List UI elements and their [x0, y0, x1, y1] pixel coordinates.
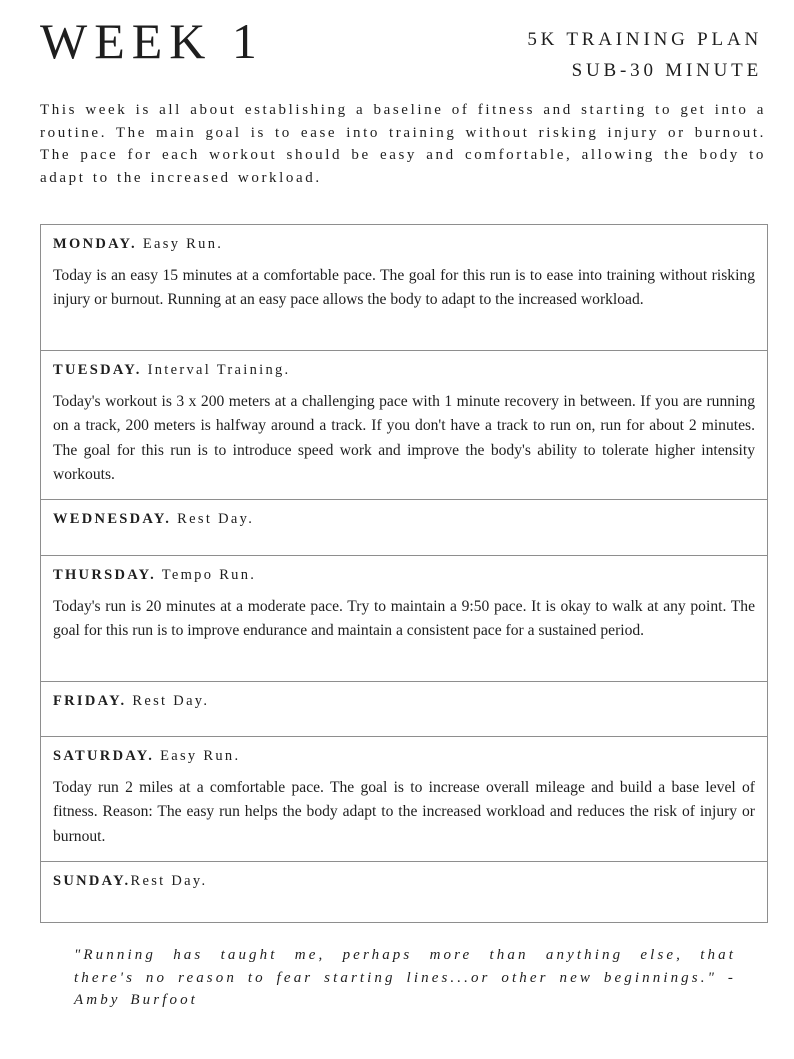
day-header	[53, 509, 755, 529]
schedule-table	[40, 224, 768, 923]
day-row-thursday	[41, 556, 767, 682]
plan-heading	[527, 24, 762, 86]
workout-type: Rest Day.	[130, 873, 208, 889]
day-description: Today's workout is 3 x 200 meters at a challenging pace with 1 minute recovery in between. If you are running on a track, 200 meters is halfway around a track. If you don't have a track to run on, run for about 2 minutes. The goal for this run is to introduce speed work and improve the body's ability to tolerate higher intensity workouts.	[53, 393, 755, 483]
day-name: SATURDAY.	[53, 748, 155, 764]
day-header	[53, 871, 755, 891]
workout-type: Tempo Run.	[161, 567, 257, 583]
plan-title: 5K TRAINING PLAN	[527, 29, 762, 50]
day-row-sunday	[41, 862, 767, 922]
workout-type: Rest Day.	[132, 693, 210, 709]
day-row-tuesday	[41, 351, 767, 500]
day-name: THURSDAY.	[53, 567, 157, 583]
day-row-monday	[41, 225, 767, 351]
workout-type: Easy Run.	[142, 236, 224, 252]
day-header	[53, 691, 755, 711]
day-header	[53, 746, 755, 766]
intro-paragraph: This week is all about establishing a baseline of fitness and starting to get into a routine. The main goal is to ease into training without risking injury or burnout. The pace for each workout should be easy and comfortable, allowing the body to adapt to the increased workload.	[40, 102, 766, 186]
day-name: SUNDAY.	[53, 873, 131, 889]
day-header	[53, 234, 755, 254]
day-row-friday	[41, 682, 767, 737]
workout-type: Interval Training.	[147, 362, 291, 378]
day-header	[53, 565, 755, 585]
day-description: Today is an easy 15 minutes at a comfortable pace. The goal for this run is to ease into training without risking injury or burnout. Running at an easy pace allows the body to adapt to the increased workload.	[53, 267, 755, 309]
day-row-wednesday	[41, 500, 767, 556]
day-name: TUESDAY.	[53, 362, 142, 378]
day-name: WEDNESDAY.	[53, 511, 172, 527]
day-name: FRIDAY.	[53, 693, 127, 709]
workout-type: Easy Run.	[160, 748, 241, 764]
week-title: WEEK 1	[40, 13, 264, 69]
workout-type: Rest Day.	[177, 511, 255, 527]
day-description: Today run 2 miles at a comfortable pace. The goal is to increase overall mileage and build a base level of fitness. Reason: The easy run helps the body adapt to the increased workload and reduces the risk of injury or burnout.	[53, 779, 755, 845]
day-name: MONDAY.	[53, 236, 137, 252]
plan-subtitle: SUB-30 MINUTE	[571, 60, 762, 81]
day-description: Today's run is 20 minutes at a moderate pace. Try to maintain a 9:50 pace. It is okay to walk at any point. The goal for this run is to improve endurance and maintain a consistent pace for a sustained period.	[53, 598, 755, 640]
day-row-saturday	[41, 737, 767, 862]
quote: "Running has taught me, perhaps more than anything else, that there's no reason to fear starting lines...or other new beginnings." - Amby Burfoot	[74, 947, 736, 1008]
day-header	[53, 360, 755, 380]
